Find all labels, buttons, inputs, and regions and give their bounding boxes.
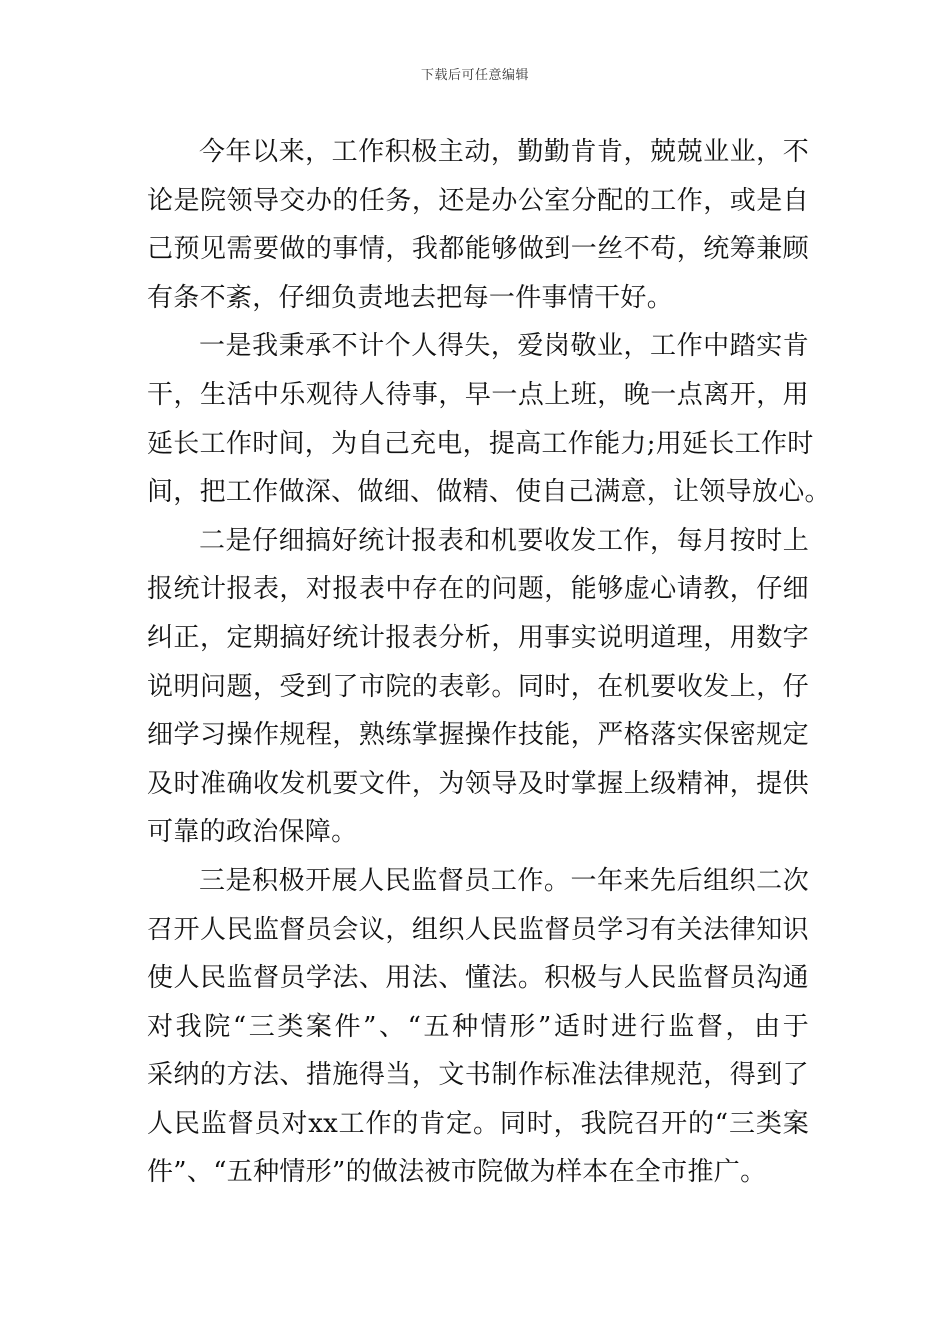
text-line: 有条不紊，仔细负责地去把每一件事情干好。 xyxy=(147,282,674,313)
paragraph xyxy=(147,322,831,516)
text-line: 二是仔细搞好统计报表和机要收发工作，每月按时上 xyxy=(199,525,809,556)
text-line: 延长工作时间，为自己充电，提高工作能力;用延长工作时 xyxy=(147,428,814,459)
text-line: 说明问题，受到了市院的表彰。同时，在机要收发上，仔 xyxy=(147,671,809,702)
text-line: 细学习操作规程，熟练掌握操作技能，严格落实保密规定 xyxy=(147,720,809,751)
text-line: 召开人民监督员会议，组织人民监督员学习有关法律知识 xyxy=(147,914,809,945)
text-line: 干，生活中乐观待人待事，早一点上班，晚一点离开，用 xyxy=(147,379,809,410)
document-body xyxy=(147,128,831,1197)
text-line: 人民监督员对xx工作的肯定。同时，我院召开的“三类案 xyxy=(147,1108,809,1139)
text-line: 一是我秉承不计个人得失，爱岗敬业，工作中踏实肯 xyxy=(199,331,809,362)
paragraph xyxy=(147,517,809,857)
text-line: 间，把工作做深、做细、做精、使自己满意，让领导放心。 xyxy=(147,477,831,508)
text-line: 及时准确收发机要文件，为领导及时掌握上级精神，提供 xyxy=(147,768,809,799)
text-line: 今年以来，工作积极主动，勤勤肯肯，兢兢业业，不 xyxy=(199,137,809,167)
text-line: 使人民监督员学法、用法、懂法。积极与人民监督员沟通 xyxy=(147,963,809,994)
text-line: 己预见需要做的事情，我都能够做到一丝不苟，统筹兼顾 xyxy=(147,234,809,265)
text-line: 三是积极开展人民监督员工作。一年来先后组织二次 xyxy=(199,865,809,896)
text-line: 件”、“五种情形”的做法被市院做为样本在全市推广。 xyxy=(147,1157,767,1188)
text-line: 采纳的方法、措施得当，文书制作标准法律规范，得到了 xyxy=(147,1060,809,1091)
text-line: 论是院领导交办的任务，还是办公室分配的工作，或是自 xyxy=(147,185,809,216)
paragraph xyxy=(147,857,809,1197)
paragraph xyxy=(147,128,809,322)
text-line: 可靠的政治保障。 xyxy=(147,817,358,848)
page-header: 下载后可任意编辑 xyxy=(420,68,529,83)
text-line: 纠正，定期搞好统计报表分析，用事实说明道理，用数字 xyxy=(147,622,809,653)
text-line: 报统计报表，对报表中存在的问题，能够虚心请教，仔细 xyxy=(147,574,809,605)
text-line: 对我院“三类案件”、“五种情形”适时进行监督，由于 xyxy=(147,1011,809,1042)
